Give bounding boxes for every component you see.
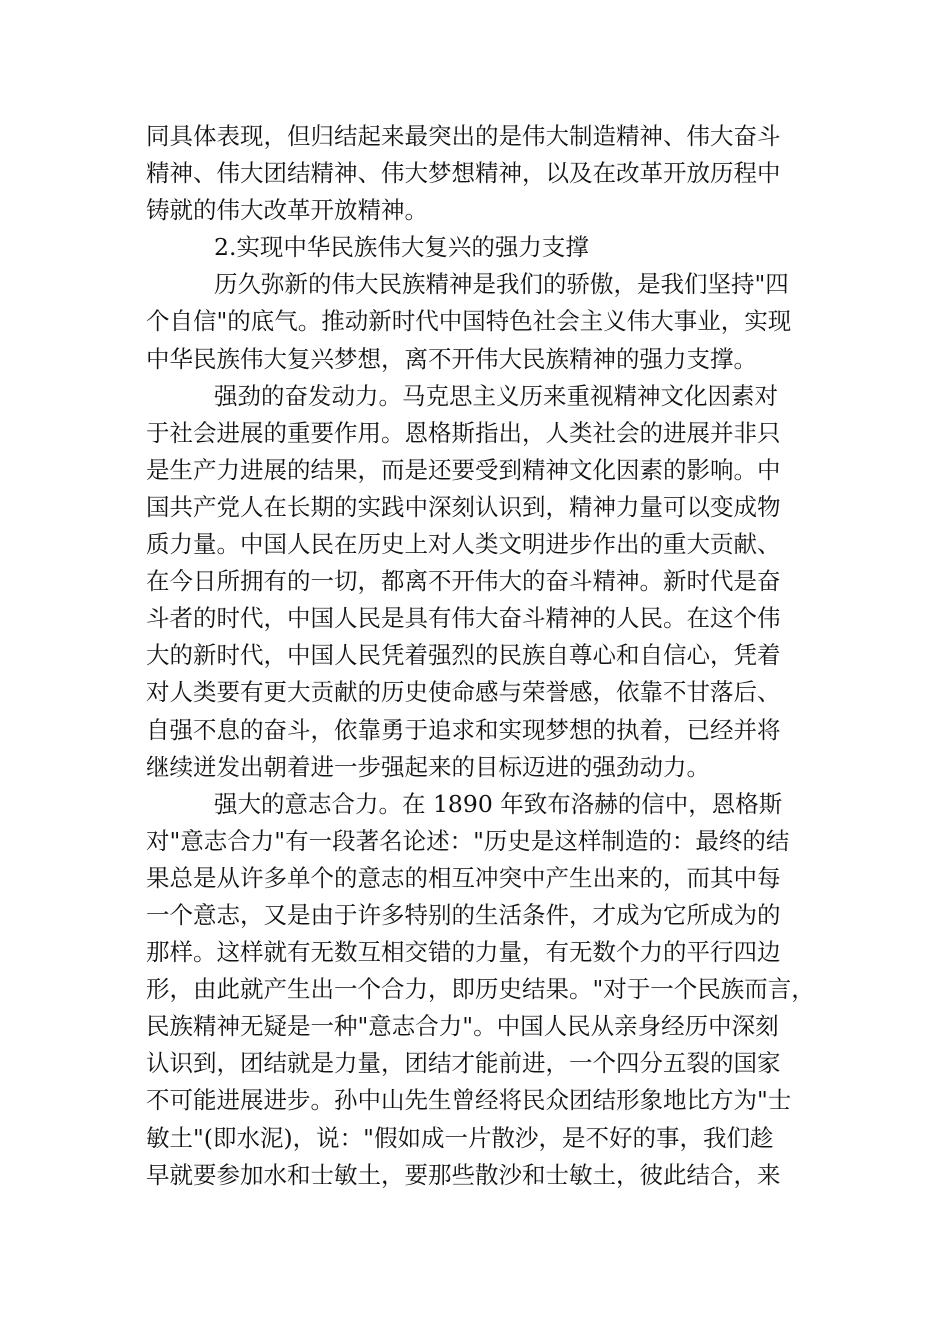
text-line: 2.实现中华民族伟大复兴的强力支撑 [214, 233, 589, 262]
text-line: 国共产党人在长期的实践中深刻认识到，精神力量可以变成物 [146, 492, 781, 521]
text-line: 那样。这样就有无数互相交错的力量，有无数个力的平行四边 [146, 938, 781, 967]
text-line: 敏土"(即水泥)，说："假如成一片散沙，是不好的事，我们趁 [146, 1123, 774, 1152]
text-line: 精神、伟大团结精神、伟大梦想精神，以及在改革开放历程中 [146, 159, 781, 188]
text-line: 认识到，团结就是力量，团结才能前进，一个四分五裂的国家 [146, 1049, 781, 1078]
text-line: 质力量。中国人民在历史上对人类文明进步作出的重大贡献、 [146, 530, 781, 559]
text-line: 铸就的伟大改革开放精神。 [146, 196, 428, 225]
text-line: 强大的意志合力。在 1890 年致布洛赫的信中，恩格斯 [214, 789, 783, 818]
text-line: 是生产力进展的结果，而是还要受到精神文化因素的影响。中 [146, 455, 781, 484]
text-line: 早就要参加水和士敏土，要那些散沙和士敏土，彼此结合，来 [146, 1160, 781, 1189]
text-line: 个自信"的底气。推动新时代中国特色社会主义伟大事业，实现 [146, 307, 792, 336]
text-line: 继续迸发出朝着进一步强起来的目标迈进的强劲动力。 [146, 752, 710, 781]
text-line: 于社会进展的重要作用。恩格斯指出，人类社会的进展并非只 [146, 418, 781, 447]
text-line: 斗者的时代，中国人民是具有伟大奋斗精神的人民。在这个伟 [146, 604, 781, 633]
text-line: 对人类要有更大贡献的历史使命感与荣誉感，依靠不甘落后、 [146, 678, 781, 707]
text-line: 在今日所拥有的一切，都离不开伟大的奋斗精神。新时代是奋 [146, 567, 781, 596]
text-line: 不可能进展进步。孙中山先生曾经将民众团结形象地比方为"士 [146, 1086, 792, 1115]
text-line: 同具体表现，但归结起来最突出的是伟大制造精神、伟大奋斗 [146, 122, 781, 150]
text-line: 对"意志合力"有一段著名论述："历史是这样制造的：最终的结 [146, 826, 790, 855]
text-line: 大的新时代，中国人民凭着强烈的民族自尊心和自信心，凭着 [146, 641, 781, 670]
text-line: 历久弥新的伟大民族精神是我们的骄傲，是我们坚持"四 [214, 270, 789, 299]
text-line: 一个意志，又是由于许多特别的生活条件，才成为它所成为的 [146, 900, 781, 929]
text-line: 强劲的奋发动力。马克思主义历来重视精神文化因素对 [214, 381, 778, 410]
text-line: 民族精神无疑是一种"意志合力"。中国人民从亲身经历中深刻 [146, 1012, 779, 1041]
body-text [146, 118, 815, 1194]
text-line: 形，由此就产生出一个合力，即历史结果。"对于一个民族而言， [146, 975, 815, 1004]
text-line: 自强不息的奋斗，依靠勇于追求和实现梦想的执着，已经并将 [146, 715, 781, 744]
text-line: 中华民族伟大复兴梦想，离不开伟大民族精神的强力支撑。 [146, 344, 757, 373]
text-line: 果总是从许多单个的意志的相互冲突中产生出来的，而其中每 [146, 863, 781, 892]
